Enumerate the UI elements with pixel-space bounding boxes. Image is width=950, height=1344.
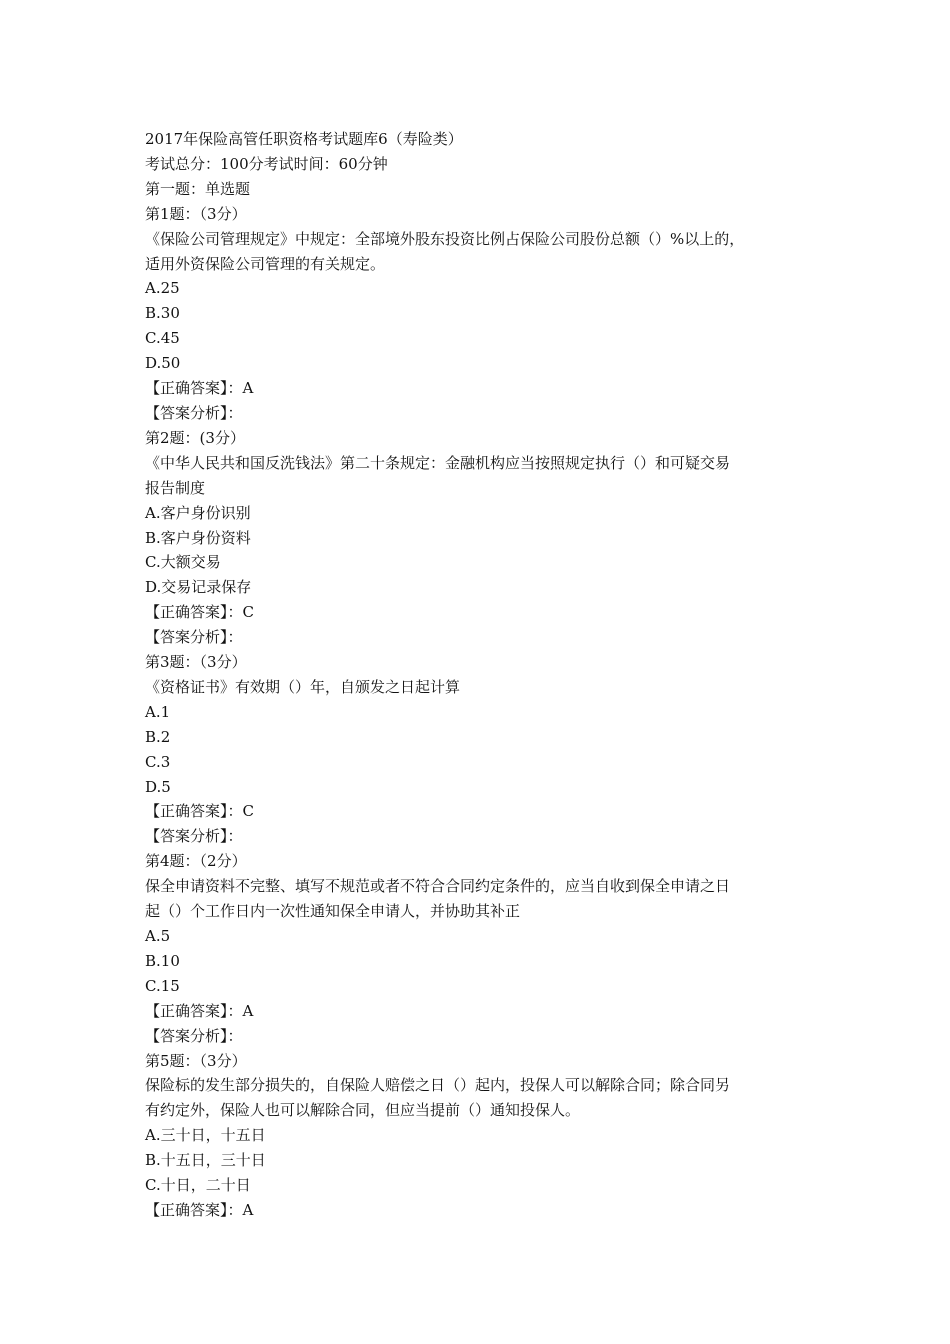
correct-answer: 【正确答案】：A: [145, 1200, 254, 1219]
question-block: [145, 650, 820, 849]
question-block: [145, 1049, 820, 1223]
option: A.1: [145, 702, 171, 721]
answer-analysis: 【答案分析】：: [145, 827, 243, 846]
question-header: 第2题：(3分）: [145, 428, 245, 447]
section-heading: 第一题：单选题: [145, 179, 251, 198]
option: B.30: [145, 304, 180, 323]
option: D.5: [145, 777, 171, 796]
document-title: 2017年保险高管任职资格考试题库6（寿险类）: [145, 130, 463, 148]
option: B.十五日，三十日: [145, 1151, 266, 1170]
option: D.交易记录保存: [145, 578, 252, 597]
question-stem: 有约定外，保险人也可以解除合同，但应当提前（）通知投保人。: [145, 1101, 581, 1120]
question-header: 第4题：（2分）: [145, 852, 247, 871]
question-stem: 《资格证书》有效期（）年，自颁发之日起计算: [145, 677, 461, 696]
option: C.45: [145, 329, 180, 348]
question-header: 第3题：（3分）: [145, 653, 247, 672]
correct-answer: 【正确答案】：C: [145, 603, 254, 622]
question-stem: 适用外资保险公司管理的有关规定。: [145, 254, 386, 273]
option: B.10: [145, 951, 180, 970]
option: C.3: [145, 752, 171, 771]
question-header: 第1题：（3分）: [145, 204, 247, 223]
option: B.2: [145, 727, 171, 746]
answer-analysis: 【答案分析】：: [145, 1026, 243, 1045]
option: A.5: [145, 927, 171, 945]
question-stem: 报告制度: [145, 478, 206, 497]
question-stem: 《中华人民共和国反洗钱法》第二十条规定：金融机构应当按照规定执行（）和可疑交易: [145, 453, 731, 472]
correct-answer: 【正确答案】：A: [145, 1001, 254, 1020]
answer-analysis: 【答案分析】：: [145, 403, 243, 422]
option: A.25: [145, 279, 180, 298]
question-block: [145, 202, 820, 426]
question-stem: 起（）个工作日内一次性通知保全申请人，并协助其补正: [145, 902, 521, 921]
question-header: 第5题：（3分）: [145, 1051, 247, 1070]
question-block: [145, 426, 820, 650]
answer-analysis: 【答案分析】：: [145, 628, 243, 647]
exam-meta: 考试总分：100分考试时间：60分钟: [145, 154, 388, 173]
question-stem: 《保险公司管理规定》中规定：全部境外股东投资比例占保险公司股份总额（）%以上的，: [145, 229, 745, 248]
question-stem: 保全申请资料不完整、填写不规范或者不符合合同约定条件的，应当自收到保全申请之日: [145, 877, 731, 896]
option: B.客户身份资料: [145, 528, 251, 547]
option: C.十日，二十日: [145, 1176, 251, 1195]
question-block: [145, 849, 820, 1048]
option: C.大额交易: [145, 553, 221, 572]
option: A.三十日，十五日: [145, 1126, 266, 1145]
question-stem: 保险标的发生部分损失的，自保险人赔偿之日（）起内，投保人可以解除合同；除合同另: [145, 1076, 731, 1095]
correct-answer: 【正确答案】：A: [145, 379, 254, 398]
option: D.50: [145, 354, 181, 373]
option: A.客户身份识别: [145, 503, 251, 522]
correct-answer: 【正确答案】：C: [145, 802, 254, 821]
document-page: [145, 127, 820, 1223]
option: C.15: [145, 976, 180, 995]
